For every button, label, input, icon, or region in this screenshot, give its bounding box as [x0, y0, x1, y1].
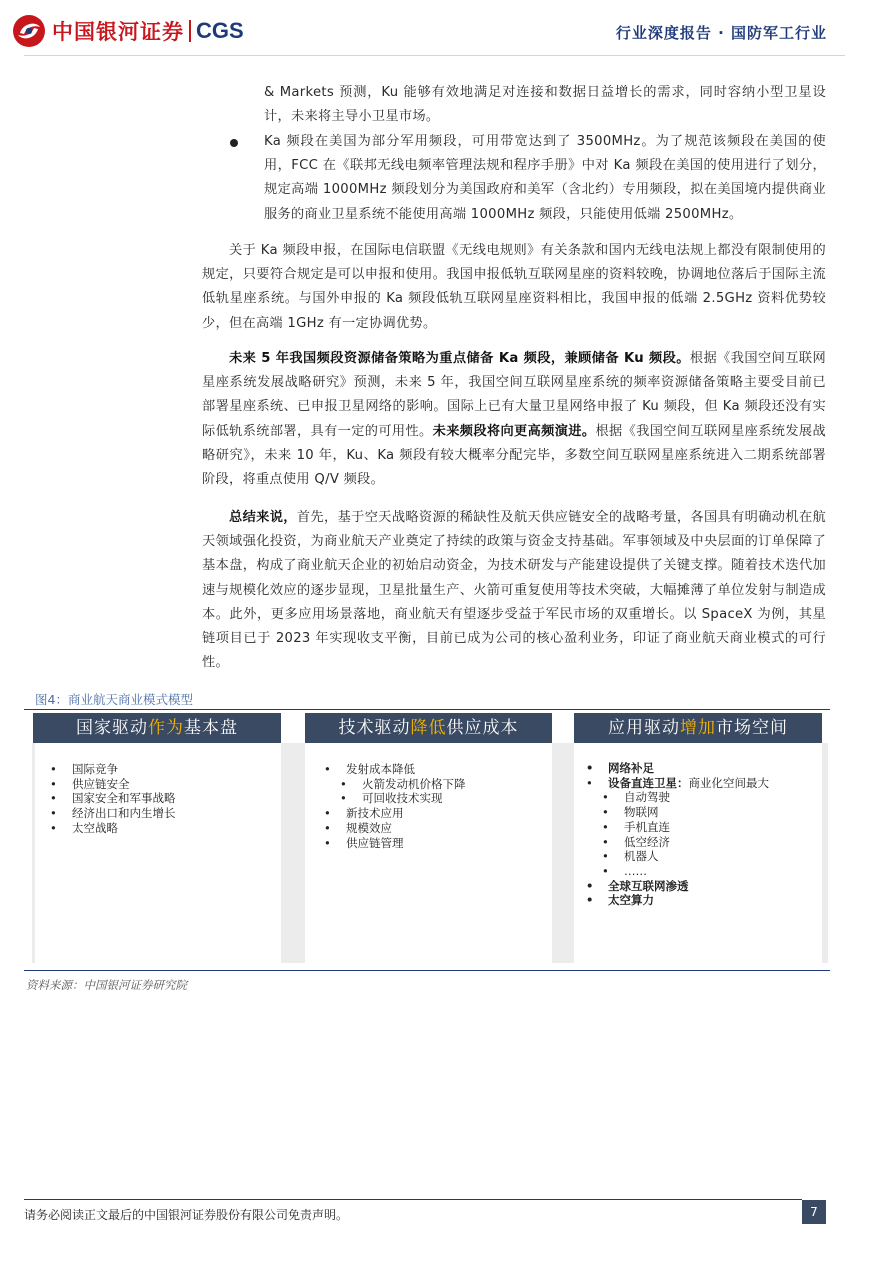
column-header	[574, 713, 822, 743]
paragraph-summary	[202, 506, 826, 675]
list-subitem: • 手机直连	[586, 820, 769, 835]
bullet-ka-text: Ka 频段在美国为部分军用频段，可用带宽达到了 3500MHz。为了规范该频段在美国的使用，FCC 在《联邦无线电频率管理法规和程序手册》中对 Ka 频段在美国的使用进行了划分，规定高端 1000MHz 频段划分为美国政府和美军（含北约）专用频段，拟在美国境内提供商业服务的商业卫星系统不能使用高端 1000MHz 频段，只能使用低端 2500MHz。	[264, 134, 826, 222]
logo-text-en: CGS	[196, 18, 244, 43]
list-item: • 太空算力	[586, 893, 769, 908]
list-subitem: • 低空经济	[586, 835, 769, 850]
figure-source: 资料来源：中国银河证券研究院	[26, 978, 187, 992]
list-subitem: • 可回收技术实现	[324, 791, 466, 806]
list-item: • 网络补足	[586, 761, 769, 776]
footer-divider	[24, 1199, 802, 1200]
bullet-dot-icon	[230, 139, 238, 147]
company-logo	[12, 14, 244, 48]
list-item: • 发射成本降低	[324, 762, 466, 777]
figure-bottom-rule	[24, 970, 830, 971]
figure-gutter-right	[822, 743, 828, 963]
figure-gutter-1	[281, 743, 305, 963]
list-subitem: • 自动驾驶	[586, 790, 769, 805]
summary-text: 首先，基于空天战略资源的稀缺性及航天供应链安全的战略考量，各国具有明确动机在航天领域强化投资，为商业航天产业奠定了持续的政策与资金支持基础。军事领域及中央层面的订单保障了基本盘，构成了商业航天企业的初始启动资金，为技术研发与产能建设提供了关键支撑。随着技术迭代加速与规模化效应的逐步显现，卫星批量生产、火箭可重复使用等技术突破，大幅摊薄了单位发射与制造成本。此外，更多应用场景落地，商业航天有望逐步受益于军民市场的双重增长。以 SpaceX 为例，其星链项目已于 2023 年实现收支平衡，目前已成为公司的核心盈利业务，印证了商业航天商业模式的可行性。	[202, 510, 827, 671]
bullet-ka-band	[202, 130, 826, 227]
list-item: • 国际竞争	[50, 762, 176, 777]
strategy-lead: 未来 5 年我国频段资源储备策略为重点储备 Ka 频段，兼顾储备 Ku 频段。	[229, 351, 690, 366]
list-item: • 新技术应用	[324, 806, 466, 821]
list-subitem: • ……	[586, 864, 769, 879]
list-item	[586, 776, 769, 791]
list-item: • 国家安全和军事战略	[50, 791, 176, 806]
list-item: • 供应链管理	[324, 836, 466, 851]
report-type: 行业深度报告 · 国防军工行业	[615, 24, 827, 42]
column-header-highlight: 增加	[680, 718, 716, 738]
cgs-logo-icon	[12, 14, 46, 48]
list-subitem: • 物联网	[586, 805, 769, 820]
column-header-text: 国家驱动	[76, 718, 148, 738]
list-item: • 经济出口和内生增长	[50, 806, 176, 821]
header-divider	[24, 55, 845, 56]
column-national-driver	[33, 713, 281, 963]
column-3-list	[586, 761, 769, 908]
column-header-highlight: 作为	[148, 718, 184, 738]
paragraph-band-strategy	[202, 347, 826, 492]
strategy-text-1: 根据《我国空间互联网星座系统发展战略研究》预测，未来 5 年，我国空间互联网星座系统的频率资源储备策略主要受目前已部署星座系统、已申报卫星网络的影响。国际上已有大量卫星网络申报了 Ku 频段，但 Ka 频段还没有实际低轨系统部署，具有一定的可用性。	[202, 351, 826, 439]
figure-gutter-2	[552, 743, 574, 963]
column-header	[33, 713, 281, 743]
column-header-text: 应用驱动	[608, 718, 680, 738]
column-header-text: 技术驱动	[338, 718, 411, 738]
list-item: • 太空战略	[50, 821, 176, 836]
paragraph-ku-continuation: & Markets 预测，Ku 能够有效地满足对连接和数据日益增长的需求，同时容纳小型卫星设计，未来将主导小卫星市场。	[264, 85, 826, 125]
column-header-highlight: 降低	[410, 718, 447, 738]
list-subitem: • 机器人	[586, 849, 769, 864]
column-1-list	[50, 762, 176, 836]
column-header-text: 供应成本	[446, 718, 519, 738]
page-number: 7	[802, 1200, 826, 1224]
logo-text-cn: 中国银河证券	[52, 20, 184, 44]
figure-title: 图4：商业航天商业模式模型	[35, 692, 193, 707]
list-item: • 规模效应	[324, 821, 466, 836]
list-subitem: • 火箭发动机价格下降	[324, 777, 466, 792]
page-header	[0, 0, 869, 62]
list-item-label: 设备直连卫星：	[608, 775, 689, 790]
list-item-note: 商业化空间最大	[688, 775, 769, 790]
column-header	[305, 713, 552, 743]
footer-disclaimer: 请务必阅读正文最后的中国银河证券股份有限公司免责声明。	[24, 1208, 349, 1222]
column-2-list	[324, 762, 466, 850]
list-item: • 全球互联网渗透	[586, 879, 769, 894]
strategy-highlight: 未来频段将向更高频演进。	[432, 423, 596, 439]
strategy-text-2: 根据《我国空间互联网星座系统发展战略研究》，未来 10 年，Ku、Ka 频段有较大概率分配完毕，多数空间互联网星座系统进入二期系统部署阶段，将重点使用 Q/V 频段。	[202, 423, 826, 488]
logo-divider	[189, 20, 191, 42]
list-item: • 供应链安全	[50, 777, 176, 792]
figure-top-rule	[24, 709, 830, 710]
column-header-text: 市场空间	[716, 718, 788, 738]
paragraph-ka-filing: 关于 Ka 频段申报，在国际电信联盟《无线电规则》有关条款和国内无线电法规上都没有限制使用的规定，只要符合规定是可以申报和使用。我国申报低轨互联网星座的资料较晚，协调地位落后于国际主流低轨星座系统。与国外申报的 Ka 频段低轨互联网星座资料相比，我国申报的低端 2.5GHz 资料优势较少，但在高端 1GHz 有一定协调优势。	[202, 243, 826, 331]
column-header-text: 基本盘	[184, 718, 238, 738]
summary-lead: 总结来说，	[229, 510, 297, 525]
